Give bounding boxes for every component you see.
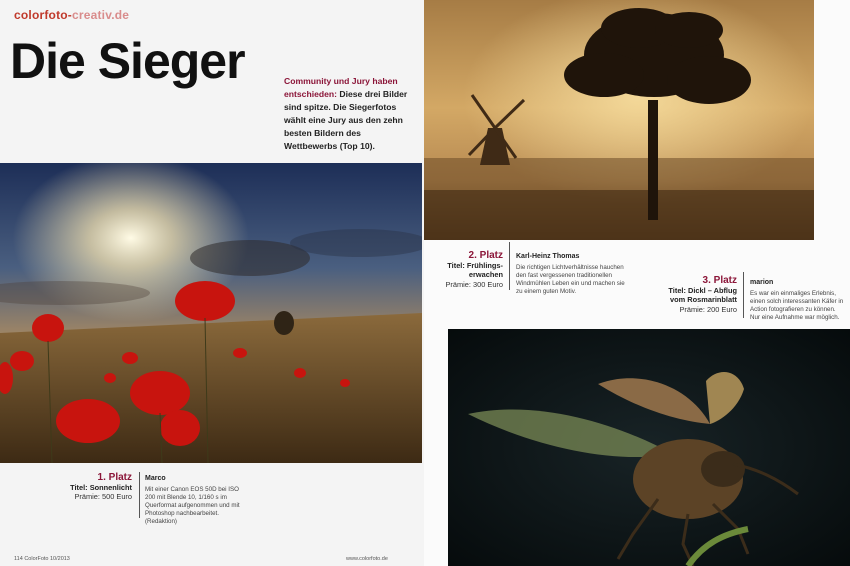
footer-page-info [14, 556, 70, 562]
winner-2-title: Titel: Frühlings-erwachen [447, 260, 503, 280]
brand-part-1: colorfoto- [14, 8, 72, 22]
winner-2-place: 2. Platz [468, 250, 503, 261]
winner-3-divider [743, 272, 744, 318]
intro-text [284, 75, 410, 153]
winner-1-title: Titel: Sonnenlicht [70, 482, 132, 492]
footer-page-number: 114 [14, 556, 23, 562]
winner-2-prize: Prämie: 300 Euro [445, 279, 503, 289]
winner-3-caption [655, 276, 737, 314]
winner-3-photo [448, 329, 850, 566]
winner-1-details [145, 474, 243, 527]
intro-body: Diese drei Bilder sind spitze. Die Siegerfotos wählt eine Jury aus den zehn besten Bildern des Wettbewerbs (Top 10). [284, 89, 408, 151]
winner-2-author: Karl-Heinz Thomas [516, 253, 580, 260]
footer-url: www.colorfoto.de [346, 556, 388, 562]
winner-1-description: Mit einer Canon EOS 50D bei ISO 200 mit Blende 10, 1/160 s im Querformat aufgenommen und mit Photoshop nachbearbeitet. (Redaktion) [145, 485, 240, 526]
winner-2-photo [424, 0, 814, 240]
winner-3-description: Es war ein einmaliges Erlebnis, einen solch interessanten Käfer in Action fotografieren zu können. Nur eine Aufnahme war möglich. [750, 289, 844, 322]
footer-magazine: ColorFoto 10/2013 [24, 556, 70, 562]
winner-3-place: 3. Platz [702, 275, 737, 286]
winner-1-divider [139, 472, 140, 518]
winner-2-divider [509, 242, 510, 290]
intro-lead: Community und Jury haben entschieden: [284, 76, 398, 99]
winner-1-photo [0, 163, 422, 463]
winner-2-caption [430, 251, 503, 289]
winner-1-place: 1. Platz [97, 472, 132, 483]
winner-3-author: marion [750, 279, 774, 286]
winner-3-title: Titel: Dickl – Abflug vom Rosmarinblatt [668, 285, 737, 305]
winner-3-prize: Prämie: 200 Euro [679, 304, 737, 314]
winner-2-details [516, 252, 626, 296]
winner-1-author: Marco [145, 475, 166, 482]
brand-logo [14, 8, 129, 22]
winner-1-caption [40, 473, 132, 502]
page-headline: Die Sieger [10, 33, 245, 89]
winner-3-details [750, 278, 845, 322]
winner-2-description: Die richtigen Lichtverhältnisse hauchen den fast vergessenen traditionellen Windmühlen Leben ein und machen sie zu einem guten Motiv. [516, 263, 625, 296]
winner-1-prize: Prämie: 500 Euro [74, 492, 132, 502]
brand-part-2: creativ.de [72, 8, 130, 22]
